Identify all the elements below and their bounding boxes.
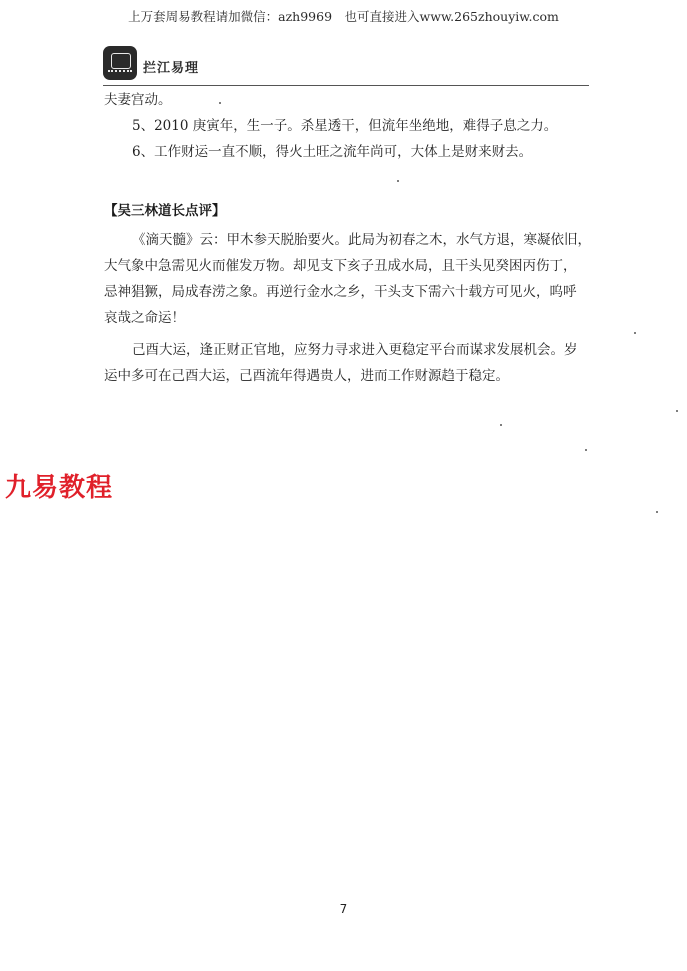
scan-speck bbox=[676, 410, 678, 412]
seal-logo-icon bbox=[103, 46, 137, 80]
comment-heading: 【吴三林道长点评】 bbox=[104, 203, 226, 219]
watermark: 九易教程 bbox=[5, 473, 114, 503]
text-line: 运中多可在己酉大运，己酉流年得遇贵人，进而工作财源趋于稳定。 bbox=[104, 368, 509, 384]
text-line: 哀哉之命运！ bbox=[104, 310, 185, 326]
text-line: 夫妻宫动。 bbox=[104, 92, 172, 108]
scan-speck bbox=[500, 424, 502, 426]
scan-speck bbox=[656, 511, 658, 513]
top-banner: 上万套周易教程请加微信：azh9969 也可直接进入www.265zhouyiw.com bbox=[128, 9, 559, 24]
text-line: 己酉大运，逢正财正官地，应努力寻求进入更稳定平台而谋求发展机会。岁 bbox=[132, 342, 578, 358]
text-line: 忌神猖獗，局成春涝之象。再逆行金水之乡，干头支下需六十载方可见火，呜呼 bbox=[104, 284, 577, 300]
brand-name: 拦江易理 bbox=[143, 61, 200, 76]
text-line: 《滴天髓》云：甲木参天脱胎要火。此局为初春之木，水气方退，寒凝依旧， bbox=[132, 232, 591, 248]
page-header bbox=[103, 44, 589, 88]
scan-speck bbox=[585, 449, 587, 451]
page-number: 7 bbox=[339, 902, 348, 916]
header-divider bbox=[103, 85, 589, 86]
scan-speck bbox=[397, 180, 399, 182]
comment-paragraph-2 bbox=[104, 337, 590, 389]
text-line: 5、2010 庚寅年，生一子。杀星透干，但流年坐绝地，难得子息之力。 bbox=[132, 118, 558, 134]
text-line: 6、工作财运一直不顺，得火土旺之流年尚可，大体上是财来财去。 bbox=[132, 144, 533, 160]
text-line: 大气象中急需见火而催发万物。却见支下亥子丑成水局，且干头见癸困丙伤丁， bbox=[104, 258, 577, 274]
scan-speck bbox=[219, 102, 221, 104]
section-body bbox=[104, 87, 590, 165]
scan-speck bbox=[634, 332, 636, 334]
comment-paragraph-1 bbox=[104, 227, 590, 331]
